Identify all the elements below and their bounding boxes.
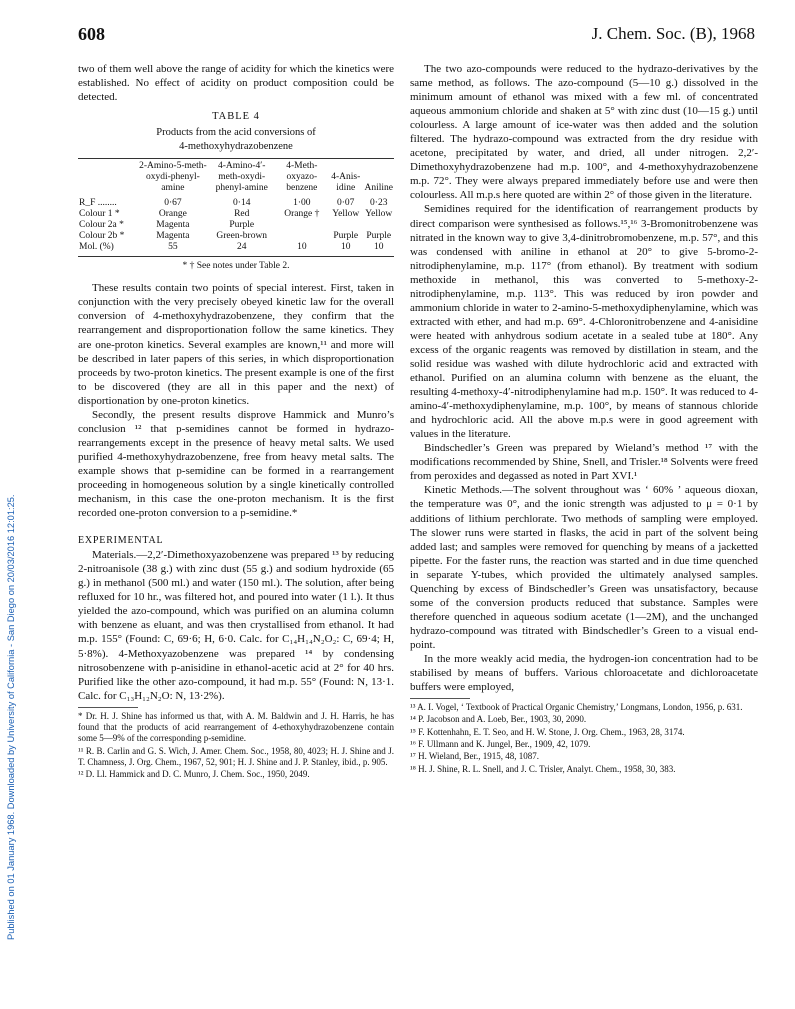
row-label: R_F ........: [79, 198, 117, 209]
footnote: * Dr. H. J. Shine has informed us that, with A. M. Baldwin and J. H. Harris, he has found that the products of acid rearrangement of 4-ethoxyhydrazobenzene contain some 5—9% of the corresponding p-semidine.: [78, 710, 394, 744]
row-label: Colour 2b *: [79, 231, 125, 242]
row-label: Colour 1 *: [79, 209, 120, 220]
products-table: [78, 158, 394, 257]
footnote: ¹² D. Ll. Hammick and D. C. Munro, J. Chem. Soc., 1950, 2049.: [78, 769, 310, 780]
table-cell: 55: [138, 242, 208, 257]
table-header: Aniline: [363, 159, 394, 197]
table-header: 4-Meth-oxyazo-benzene: [276, 159, 328, 197]
table-caption-line-2: 4-methoxyhydrazobenzene: [179, 141, 293, 153]
table-header: 4-Anis-idine: [328, 159, 364, 197]
table-cell: Yellow: [332, 209, 360, 220]
table-cell: 10: [276, 242, 328, 257]
table-caption: [78, 110, 394, 154]
table-cell: Red: [234, 209, 250, 220]
journal-title: J. Chem. Soc. (B), 1968: [591, 24, 755, 43]
left-column: [78, 62, 394, 781]
table-caption-line-1: Products from the acid conversions of: [156, 127, 316, 139]
body-paragraph: These results contain two points of special interest. First, taken in conjunction with the very precisely obeyed kinetic law for the overall conversion of 4-methoxyhydrazobenzene, they confirm that the rearrangement and disproportionation follow the same kinetics. They are one-proton kinetics. Several examples are known,¹¹ and more will be described in later papers of this series, in which disproportionation proceeds by two-proton kinetics. The present example is one of the first to be discovered (they are all in this paper and the next) of disportionation by one-proton kinetics.: [78, 282, 394, 407]
footnote: ¹⁸ H. J. Shine, R. L. Snell, and J. C. Trisler, Analyt. Chem., 1958, 30, 383.: [410, 763, 676, 774]
table-row: [78, 242, 394, 257]
page-header: [78, 24, 755, 50]
table-cell: 10: [328, 242, 364, 257]
table-header: 2-Amino-5-meth-oxydi-phenyl-amine: [138, 159, 208, 197]
page-number: 608: [78, 24, 105, 44]
table-cell: [328, 220, 364, 231]
right-column: [410, 62, 758, 776]
table-number: TABLE 4: [212, 111, 260, 123]
table-cell: Magenta: [156, 220, 190, 231]
table-cell: 24: [208, 242, 276, 257]
table-row: [78, 209, 394, 220]
table-cell: [363, 220, 394, 231]
table-cell: Purple: [366, 231, 392, 242]
table-cell: 1·00: [293, 198, 311, 209]
footnote: ¹⁷ H. Wieland, Ber., 1915, 48, 1087.: [410, 751, 540, 762]
row-label: Mol. (%): [78, 242, 138, 257]
side-note-text: Published on 01 January 1968. Downloaded by University of California - San Diego on 20/03/2016 12:01:25.: [6, 494, 16, 940]
table-cell: [276, 220, 328, 231]
section-heading: EXPERIMENTAL: [78, 535, 164, 547]
table-row: [78, 231, 394, 242]
table-row: [78, 196, 394, 209]
table-cell: 0·07: [337, 198, 355, 209]
body-paragraph: Semidines required for the identification of rearrangement products by direct comparison were synthesised as follows.¹⁵,¹⁶ 3-Bromonitrobenzene was nitrated in the known way to give 3,4-dinitrobromobenzene, m.p. 57°, and this was condensed with aniline in ethanol at 20° to give 5-bromo-2-nitrodiphenylamine, m.p. 117° (from ethanol). By treatment with sodium methoxide in methanol, this was converted to 5-methoxy-2-nitrodiphenylamine, m.p. 113°. This was reduced by iron powder and ammonium chloride in water to 2-amino-5-methoxydiphenylamine, which was extracted with ether, and had m.p. 69°. 4-Chloronitrobenzene and 4-anisidine were heated with anhydrous sodium acetate in a sealed tube at 180°. Any excess of the organic reagents was removed by distillation in steam, and the solid residue was washed with dilute hydrochloric acid and extracted with ethanol. Purified on an alumina column with benzene as the eluant, the resulting 4-methoxy-4′-nitrodiphenylamine had m.p. 150°. It was reduced to 4-amino-4′-methoxydiphenylamine, m.p. 100°, by means of stannous chloride and hydrochloric acid. All the above m.p.s were in good agreement with values in the literature.: [410, 203, 758, 441]
table-cell: 0·67: [164, 198, 182, 209]
intro-paragraph: two of them well above the range of acidity for which the kinetics were established. No effect of acidity on product composition could be detected.: [78, 63, 394, 104]
table-cell: 0·14: [233, 198, 251, 209]
footnote: ¹⁵ F. Kottenhahn, E. T. Seo, and H. W. Stone, J. Org. Chem., 1963, 28, 3174.: [410, 726, 685, 737]
body-paragraph: Materials.—2,2′-Dimethoxyazobenzene was prepared ¹³ by reducing 2-nitroanisole (38 g.) with zinc dust (55 g.) and sodium hydroxide (65 g.) in methanol (500 ml.) and water (150 ml.). The solution, after being refluxed for 10 hr., was filtered hot, and poured into water (1 l.). It thus yielded the azo-compound, which was purified on an alumina column with benzene as eluant, and was then crystallised from ethanol. It had m.p. 155° (Found: C, 69·6; H, 6·0. Calc. for C₁₄H₁₄N₂O₂: C, 69·4; H, 5·8%). 4-Methoxyazobenzene was prepared ¹⁴ by condensing nitrosobenzene with p-anisidine in ethanol-acetic acid at 2° for 40 hrs. Purified like the other azo-compound, it had m.p. 55° (Found: N, 13·1. Calc. for C₁₃H₁₂N₂O: N, 13·2%).: [78, 549, 394, 702]
table-cell: [276, 231, 328, 242]
body-paragraph: The two azo-compounds were reduced to the hydrazo-derivatives by the same method, as follows. The azo-compound (5—10 g.) dissolved in the minimum amount of ethanol was mixed with a few ml. of concentrated aqueous ammonium chloride and shaken at 5° with zinc dust (10—15 g.) until colourless. A large amount of ice-water was then added and the solution filtered. The hydrazo-compound was extracted from the dry residue with acetone, precipitated by water, and dried, all under nitrogen. 2,2′-Dimethoxyhydrazobenzene had m.p. 100°, and 4-methoxyhydrazobenzene m.p. 72°. They were always prepared immediately before use and were then colourless. All m.p.s here quoted are within 2° of those given in the literature.: [410, 63, 758, 202]
footnote-rule: [78, 707, 138, 708]
table-cell: Purple: [333, 231, 359, 242]
body-paragraph: In the more weakly acid media, the hydrogen-ion concentration had to be stabilised by means of buffers. Various chloroacetate and dichloroacetate buffers were employed,: [410, 652, 758, 694]
table-cell: Purple: [229, 220, 255, 231]
side-note: [4, 80, 18, 940]
footnote: ¹¹ R. B. Carlin and G. S. Wich, J. Amer. Chem. Soc., 1958, 80, 4023; H. J. Shine and J. T. Chamness, J. Org. Chem., 1967, 52, 901; H. J. Shine and J. P. Stanley, ibid., p. 905.: [78, 745, 394, 767]
table-note: * † See notes under Table 2.: [182, 261, 290, 272]
table-corner: [78, 159, 138, 197]
table-cell: Yellow: [365, 209, 393, 220]
footnote: ¹⁴ P. Jacobson and A. Loeb, Ber., 1903, 30, 2090.: [410, 714, 587, 725]
table-cell: Magenta: [156, 231, 190, 242]
body-paragraph: Kinetic Methods.—The solvent throughout was ‘ 60% ’ aqueous dioxan, the temperature was 0°, and the ionic strength was adjusted to μ = 0·1 by additions of lithium perchlorate. Two methods of sampling were employed. The slower runs were started in flasks, the acid in part of the solvent being added last; and samples were removed for quenching by means of a jacketted pipette. For the faster runs, the reaction was started and in due time quenched in separate Y-tubes, which provided the ultimately analysed samples. Quenching by excess of Bindschedler’s Green was unsatisfactory, because some of the conversion products reduced that substance. Samples were therefore quenched in aqueous sodium acetate (1—2M), and the unchanged hydrazo-compound was titrated with Bindschedler’s Green to a visual end-point.: [410, 484, 758, 651]
table-row: [78, 220, 394, 231]
table-cell: Orange: [158, 209, 187, 220]
footnote: ¹³ A. I. Vogel, ‘ Textbook of Practical Organic Chemistry,’ Longmans, London, 1956, p. 631.: [410, 702, 743, 713]
footnote-rule: [410, 698, 470, 699]
footnotes: [78, 711, 394, 781]
table-cell: Green-brown: [216, 231, 268, 242]
table-cell: 0·23: [370, 198, 388, 209]
table-cell: Orange †: [284, 209, 320, 220]
table-cell: 10: [363, 242, 394, 257]
row-label: Colour 2a *: [79, 220, 124, 231]
table-header: 4-Amino-4′-meth-oxydi-phenyl-amine: [208, 159, 276, 197]
footnotes: [410, 702, 758, 775]
footnote: ¹⁶ F. Ullmann and K. Jungel, Ber., 1909, 42, 1079.: [410, 739, 591, 749]
body-paragraph: Bindschedler’s Green was prepared by Wieland’s method ¹⁷ with the modifications recommended by Shine, Snell, and Trisler.¹⁸ Solvents were freed from peroxides and degassed as noted in Part XVI.¹: [410, 442, 758, 483]
body-paragraph: Secondly, the present results disprove Hammick and Munro’s conclusion ¹² that p-semidines cannot be formed in hydrazo-rearrangements except in the presence of heavy metal salts. We used purified 4-methoxyhydrazobenzene, free from heavy metal salts. The example shows that p-semidine can be formed in a rearrangement proceeding in homogeneous solution by a single kinetically controlled mechanism, in this case the one-proton mechanism. It is the first recorded one-proton conversion to a p-semidine.*: [78, 408, 394, 520]
